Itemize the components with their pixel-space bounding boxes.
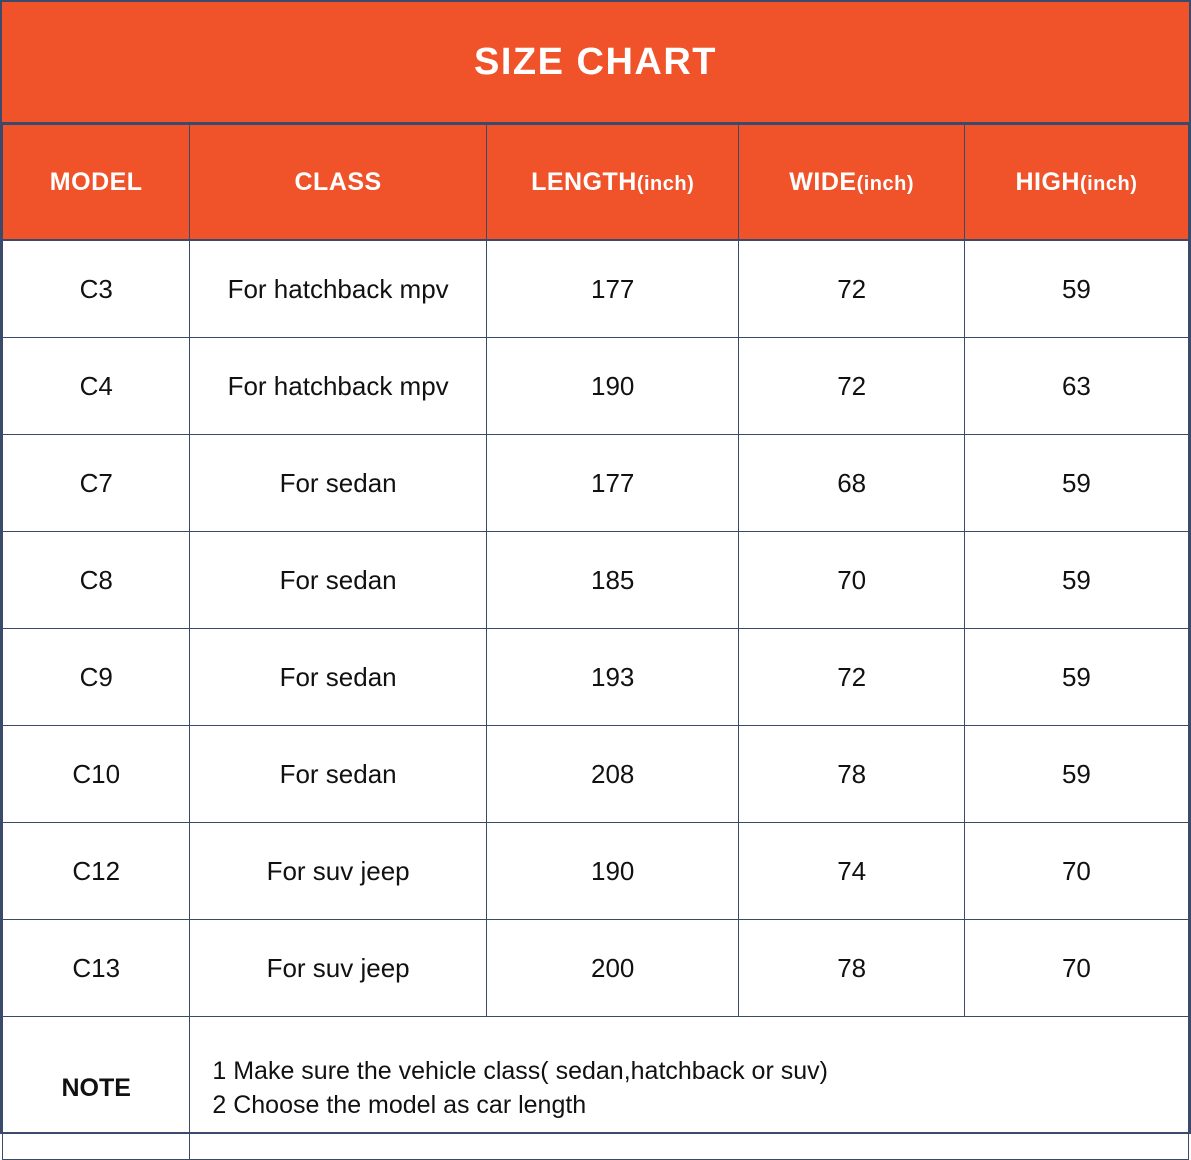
cell-wide: 70 [739, 532, 964, 629]
cell-length: 190 [486, 338, 739, 435]
size-chart-table [2, 124, 1189, 1160]
cell-length: 177 [486, 435, 739, 532]
cell-class: For sedan [190, 532, 487, 629]
column-header-length-label: LENGTH [531, 167, 637, 196]
page-title: SIZE CHART [474, 40, 717, 83]
table-row [3, 726, 1189, 823]
table-row [3, 240, 1189, 338]
cell-model: C3 [3, 240, 190, 338]
note-line-2: 2 Choose the model as car length [212, 1091, 587, 1119]
cell-high: 59 [964, 726, 1188, 823]
cell-wide: 78 [739, 726, 964, 823]
cell-class: For sedan [190, 726, 487, 823]
cell-model: C8 [3, 532, 190, 629]
cell-class: For sedan [190, 435, 487, 532]
column-header-high-unit: (inch) [1079, 172, 1138, 195]
cell-length: 190 [486, 823, 739, 920]
table-row [3, 338, 1189, 435]
note-line-1: 1 Make sure the vehicle class( sedan,hatchback or suv) [212, 1056, 828, 1085]
cell-length: 208 [486, 726, 739, 823]
column-header-length [486, 125, 739, 241]
cell-model: C7 [3, 435, 190, 532]
column-header-length-unit: (inch) [636, 172, 695, 195]
cell-model: C9 [3, 629, 190, 726]
column-header-wide-label: WIDE [789, 167, 857, 196]
note-row [3, 1017, 1189, 1160]
cell-class: For hatchback mpv [190, 240, 487, 338]
cell-model: C13 [3, 920, 190, 1017]
cell-high: 70 [964, 920, 1188, 1017]
cell-high: 59 [964, 629, 1188, 726]
column-header-class-label: CLASS [294, 167, 382, 196]
table-row [3, 435, 1189, 532]
cell-high: 63 [964, 338, 1188, 435]
cell-class: For suv jeep [190, 823, 487, 920]
cell-high: 70 [964, 823, 1188, 920]
table-row [3, 920, 1189, 1017]
cell-model: C4 [3, 338, 190, 435]
cell-high: 59 [964, 240, 1188, 338]
table-body [3, 240, 1189, 1160]
cell-length: 193 [486, 629, 739, 726]
table-row [3, 629, 1189, 726]
column-header-class [190, 125, 487, 241]
cell-class: For sedan [190, 629, 487, 726]
cell-wide: 78 [739, 920, 964, 1017]
column-header-high [964, 125, 1188, 241]
column-header-model-label: MODEL [49, 167, 143, 196]
column-header-wide [739, 125, 964, 241]
cell-model: C10 [3, 726, 190, 823]
table-row [3, 532, 1189, 629]
cell-high: 59 [964, 532, 1188, 629]
cell-high: 59 [964, 435, 1188, 532]
table-header [3, 125, 1189, 241]
cell-length: 177 [486, 240, 739, 338]
chart-title-bar [2, 2, 1189, 124]
table-header-row [3, 125, 1189, 241]
cell-wide: 68 [739, 435, 964, 532]
cell-class: For suv jeep [190, 920, 487, 1017]
column-header-model [3, 125, 190, 241]
cell-length: 200 [486, 920, 739, 1017]
cell-class: For hatchback mpv [190, 338, 487, 435]
cell-wide: 72 [739, 240, 964, 338]
note-text [190, 1017, 1189, 1160]
table-row [3, 823, 1189, 920]
cell-wide: 72 [739, 629, 964, 726]
note-label: NOTE [3, 1017, 190, 1160]
column-header-wide-unit: (inch) [856, 172, 914, 195]
cell-model: C12 [3, 823, 190, 920]
cell-wide: 74 [739, 823, 964, 920]
cell-length: 185 [486, 532, 739, 629]
cell-wide: 72 [739, 338, 964, 435]
column-header-high-label: HIGH [1015, 167, 1080, 196]
